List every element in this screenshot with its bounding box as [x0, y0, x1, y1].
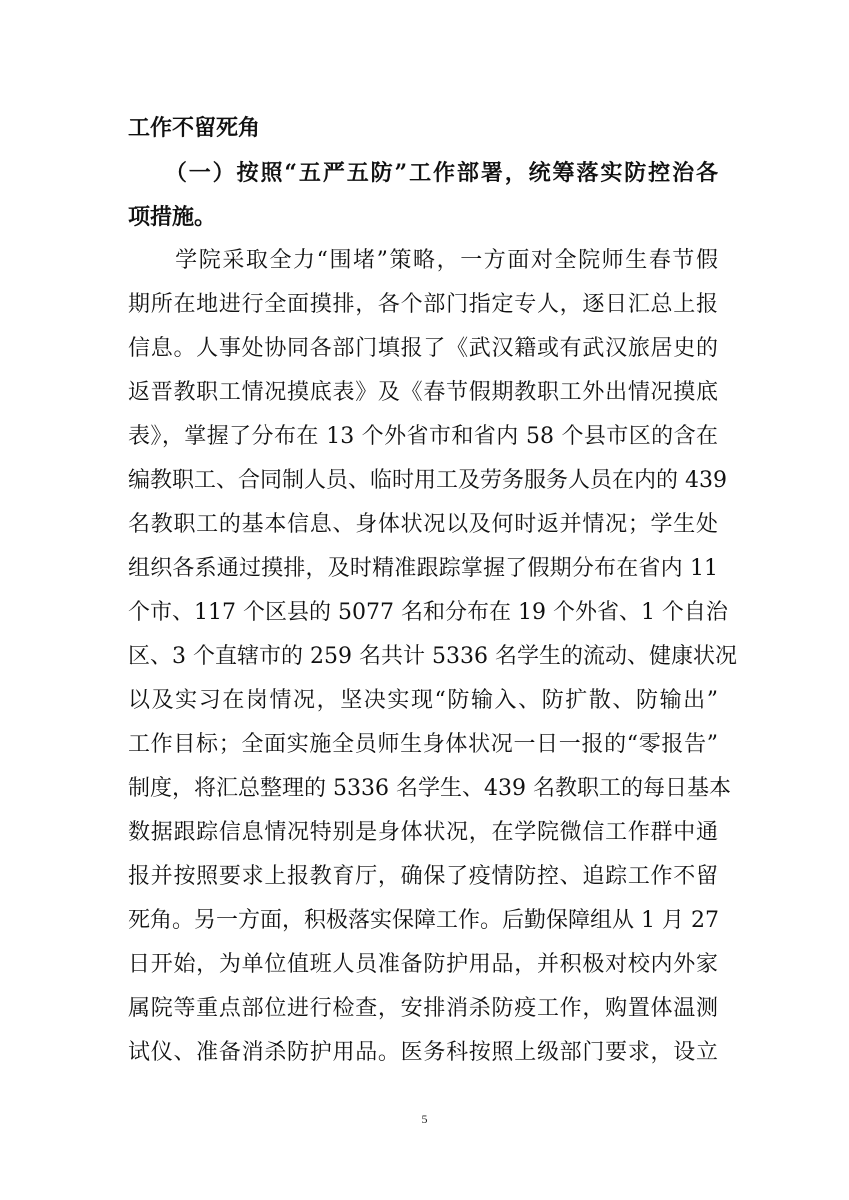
paragraph-line: 日开始，为单位值班人员准备防护用品，并积极对校内外家	[128, 952, 718, 977]
section-heading-tail: 工作不留死角	[128, 116, 261, 141]
paragraph-line: 信息。人事处协同各部门填报了《武汉籍或有武汉旅居史的	[128, 336, 718, 361]
paragraph-line: 工作目标；全面实施全员师生身体状况一日一报的“零报告”	[128, 732, 718, 757]
subheading-line: 项措施。	[128, 204, 217, 230]
paragraph-line: 组织各系通过摸排，及时精准跟踪掌握了假期分布在省内 11	[128, 556, 718, 581]
subheading-line: （一）按照“五严五防”工作部署，统筹落实防控治各	[128, 160, 718, 186]
paragraph-line: 个市、117 个区县的 5077 名和分布在 19 个外省、1 个自治	[128, 600, 728, 625]
paragraph-line: 学院采取全力“围堵”策略，一方面对全院师生春节假	[128, 248, 718, 273]
body-text	[128, 107, 737, 1075]
paragraph-line: 死角。另一方面，积极落实保障工作。后勤保障组从 1 月 27	[128, 908, 719, 933]
paragraph-line: 以及实习在岗情况，坚决实现“防输入、防扩散、防输出”	[128, 688, 718, 713]
paragraph-line: 试仪、准备消杀防护用品。医务科按照上级部门要求，设立	[128, 1040, 718, 1065]
paragraph-line: 期所在地进行全面摸排，各个部门指定专人，逐日汇总上报	[128, 292, 718, 317]
paragraph-line: 返晋教职工情况摸底表》及《春节假期教职工外出情况摸底	[128, 380, 718, 405]
paragraph-line: 报并按照要求上报教育厅，确保了疫情防控、追踪工作不留	[128, 864, 718, 889]
paragraph-line: 名教职工的基本信息、身体状况以及何时返并情况；学生处	[128, 512, 718, 537]
paragraph-line: 区、3 个直辖市的 259 名共计 5336 名学生的流动、健康状况	[128, 644, 737, 669]
paragraph-line: 制度，将汇总整理的 5336 名学生、439 名教职工的每日基本	[128, 776, 731, 801]
paragraph-line: 表》，掌握了分布在 13 个外省市和省内 58 个县市区的含在	[128, 424, 718, 449]
page-number: 5	[421, 1112, 428, 1126]
paragraph-line: 编教职工、合同制人员、临时用工及劳务服务人员在内的 439	[128, 468, 727, 493]
paragraph-line: 数据跟踪信息情况特别是身体状况，在学院微信工作群中通	[128, 820, 718, 845]
paragraph-line: 属院等重点部位进行检查，安排消杀防疫工作，购置体温测	[128, 996, 718, 1021]
